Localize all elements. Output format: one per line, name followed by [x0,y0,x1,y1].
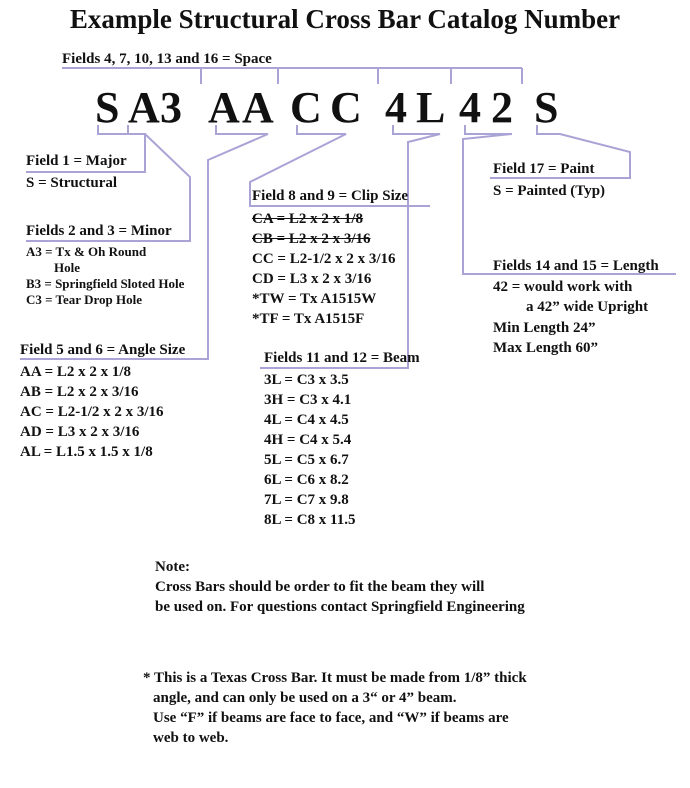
code-char-14: 4 [459,83,481,132]
code-char-5: A [208,83,240,132]
texas-note-line: * This is a Texas Cross Bar. It must be made from 1/8” thick [143,670,527,686]
code-char-6: A [242,83,274,132]
field11-heading: Fields 11 and 12 = Beam [264,350,420,366]
field8-line: *TF = Tx A1515F [252,311,365,327]
field5-line: AL = L1.5 x 1.5 x 1/8 [20,444,153,460]
field8-struck-line: CA = L2 x 2 x 1/8 [252,211,364,227]
field8-heading: Field 8 and 9 = Clip Size [252,188,409,204]
code-char-12: L [416,83,446,132]
code-char-1: S [95,83,120,132]
field1-line: S = Structural [26,175,118,191]
code-char-8: C [290,83,322,132]
spaces-label: Fields 4, 7, 10, 13 and 16 = Space [62,51,272,67]
code-char-2: A [128,83,160,132]
field5-line: AC = L2-1/2 x 2 x 3/16 [20,404,164,420]
field2-line: A3 = Tx & Oh Round [26,244,147,259]
field11-line: 5L = C5 x 6.7 [264,452,349,468]
field11-line: 4H = C4 x 5.4 [264,432,352,448]
field1-heading: Field 1 = Major [26,153,127,169]
field11-line: 4L = C4 x 4.5 [264,412,349,428]
field11-line: 3L = C3 x 3.5 [264,372,349,388]
field2-line: C3 = Tear Drop Hole [26,292,142,307]
field8-line: CD = L3 x 2 x 3/16 [252,271,372,287]
code-char-15: 2 [491,83,513,132]
code-char-3: 3 [160,83,182,132]
note-line: Cross Bars should be order to fit the beam they will [155,579,485,595]
field14-line: a 42” wide Upright [526,299,649,315]
texas-note-line: web to web. [153,730,229,746]
field5-heading: Field 5 and 6 = Angle Size [20,342,186,358]
code-char-17: S [534,83,559,132]
field2-line: B3 = Springfield Sloted Hole [26,276,185,291]
field5-line: AA = L2 x 2 x 1/8 [20,364,132,380]
texas-note-line: angle, and can only be used on a 3“ or 4” beam. [153,690,457,706]
field8-line: CC = L2-1/2 x 2 x 3/16 [252,251,396,267]
field11-line: 6L = C6 x 8.2 [264,472,349,488]
field2-heading: Fields 2 and 3 = Minor [26,223,172,239]
field11-line: 7L = C7 x 9.8 [264,492,349,508]
field11-line: 8L = C8 x 11.5 [264,512,356,528]
code-char-11: 4 [385,83,407,132]
code-char-9: C [330,83,362,132]
field14-line: 42 = would work with [493,279,633,295]
field17-line: S = Painted (Typ) [493,183,606,199]
field2-line: Hole [54,260,80,275]
field14-line: Max Length 60” [493,340,598,356]
field17-heading: Field 17 = Paint [493,161,595,177]
note-line: Note: [155,559,190,575]
field11-line: 3H = C3 x 4.1 [264,392,352,408]
field14-line: Min Length 24” [493,320,596,336]
field8-line: *TW = Tx A1515W [252,291,377,307]
field14-heading: Fields 14 and 15 = Length [493,258,659,274]
note-line: be used on. For questions contact Springfield Engineering [155,599,525,615]
page-title: Example Structural Cross Bar Catalog Number [69,4,621,34]
field5-line: AD = L3 x 2 x 3/16 [20,424,140,440]
field5-line: AB = L2 x 2 x 3/16 [20,384,139,400]
texas-note-line: Use “F” if beams are face to face, and “W” if beams are [153,710,509,726]
field8-struck-line: CB = L2 x 2 x 3/16 [252,231,371,247]
